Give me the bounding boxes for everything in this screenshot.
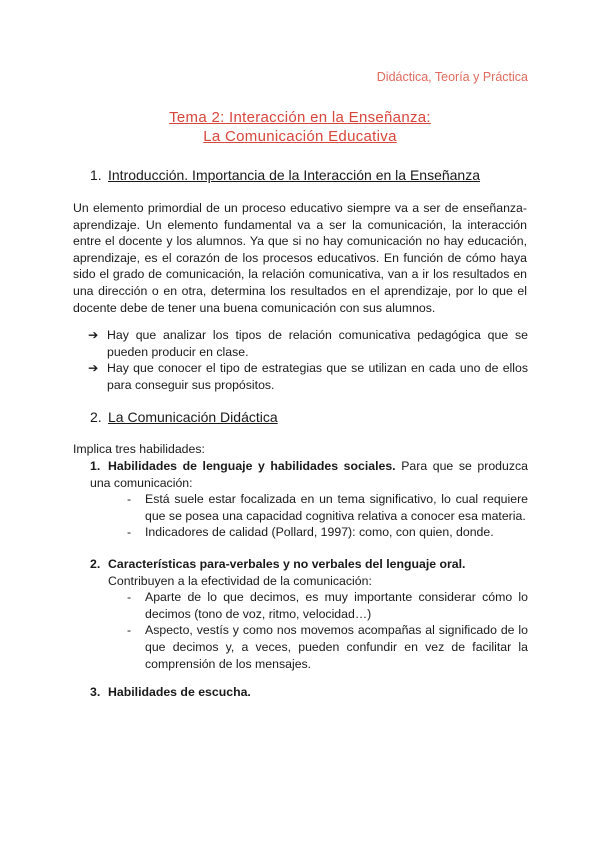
section-1-paragraph: Un elemento primordial de un proceso educativo siempre va a ser de enseñanza-aprendizaje. Un elemento fundamental va a ser la comunicación, la interacción entre el docente y los alumnos. Ya que si no hay comunicación no hay educación, aprendizaje, es el corazón de los procesos educativos. En función de cómo haya sido el grado de comunicación, la relación comunicativa, van a ir los resultados en una dirección o en otra, determina los resultados en el aprendizaje, por lo que el docente debe de tener una buena comunicación con sus alumnos. xyxy=(73,201,527,315)
sub-item-text: Está suele estar focalizada en un tema significativo, lo cual requiere que se posea una capacidad cognitiva relativa a conocer esa materia. xyxy=(145,492,528,523)
section-2-heading xyxy=(90,409,278,425)
document-title xyxy=(0,108,600,146)
section-1-heading xyxy=(90,167,480,183)
sub-item-text: Aparte de lo que decimos, es muy importante considerar cómo lo decimos (tono de voz, ritmo, velocidad…) xyxy=(145,590,528,621)
section-1-number: 1. xyxy=(90,167,102,183)
bullet-text: Hay que analizar los tipos de relación comunicativa pedagógica que se pueden producir en clase. xyxy=(107,328,528,359)
running-header: Didáctica, Teoría y Práctica xyxy=(376,70,528,84)
skill-item-title: Habilidades de escucha. xyxy=(108,685,251,699)
dash-marker: - xyxy=(127,590,132,605)
skill-item-1-subitems xyxy=(127,491,528,541)
sub-item xyxy=(127,622,528,672)
skill-item-title: Características para-verbales y no verbales del lenguaje oral. xyxy=(108,557,466,571)
sub-item-text: Aspecto, vestís y como nos movemos acompañas al significado de lo que decimos y, a veces, pueden confundir en vez de facilitar la comprensión de los mensajes. xyxy=(145,623,528,671)
bullet-item xyxy=(88,327,528,360)
skill-item-number: 1. xyxy=(90,459,101,473)
skill-item-3 xyxy=(90,684,528,701)
skill-item-description: Para que se produzca una comunicación: xyxy=(90,459,528,490)
dash-marker: - xyxy=(127,492,132,507)
sub-item-text: Indicadores de calidad (Pollard, 1997): como, con quien, donde. xyxy=(145,525,494,540)
skill-item-number: 2. xyxy=(90,557,101,571)
skill-item-description: Contribuyen a la efectividad de la comunicación: xyxy=(108,573,372,588)
bullet-item xyxy=(88,360,528,393)
section-1-title: Introducción. Importancia de la Interacción en la Enseñanza xyxy=(108,167,481,183)
title-line-2: La Comunicación Educativa xyxy=(203,128,397,145)
skill-item-2-subitems xyxy=(127,589,528,672)
section-2-number: 2. xyxy=(90,409,102,425)
section-2-title: La Comunicación Didáctica xyxy=(108,409,278,425)
sub-item xyxy=(127,491,528,524)
skill-item-number: 3. xyxy=(90,685,101,699)
section-2-intro: Implica tres habilidades: xyxy=(73,442,205,456)
dash-marker: - xyxy=(127,623,132,638)
skill-item-lead xyxy=(90,556,528,573)
skill-item-lead xyxy=(90,684,528,701)
skill-item-1 xyxy=(90,458,528,541)
skill-item-title: Habilidades de lenguaje y habilidades sociales. xyxy=(108,459,396,473)
dash-marker: - xyxy=(127,525,132,540)
bullet-text: Hay que conocer el tipo de estrategias que se utilizan en cada uno de ellos para conseguir sus propósitos. xyxy=(107,361,528,392)
title-line-1: Tema 2: Interacción en la Enseñanza: xyxy=(169,109,431,126)
sub-item xyxy=(127,589,528,622)
sub-item xyxy=(127,524,528,541)
arrow-icon: ➔ xyxy=(88,328,99,342)
skill-item-lead xyxy=(90,458,528,491)
skill-item-2 xyxy=(90,556,528,672)
section-1-bullet-list xyxy=(88,327,528,393)
arrow-icon: ➔ xyxy=(88,361,99,376)
